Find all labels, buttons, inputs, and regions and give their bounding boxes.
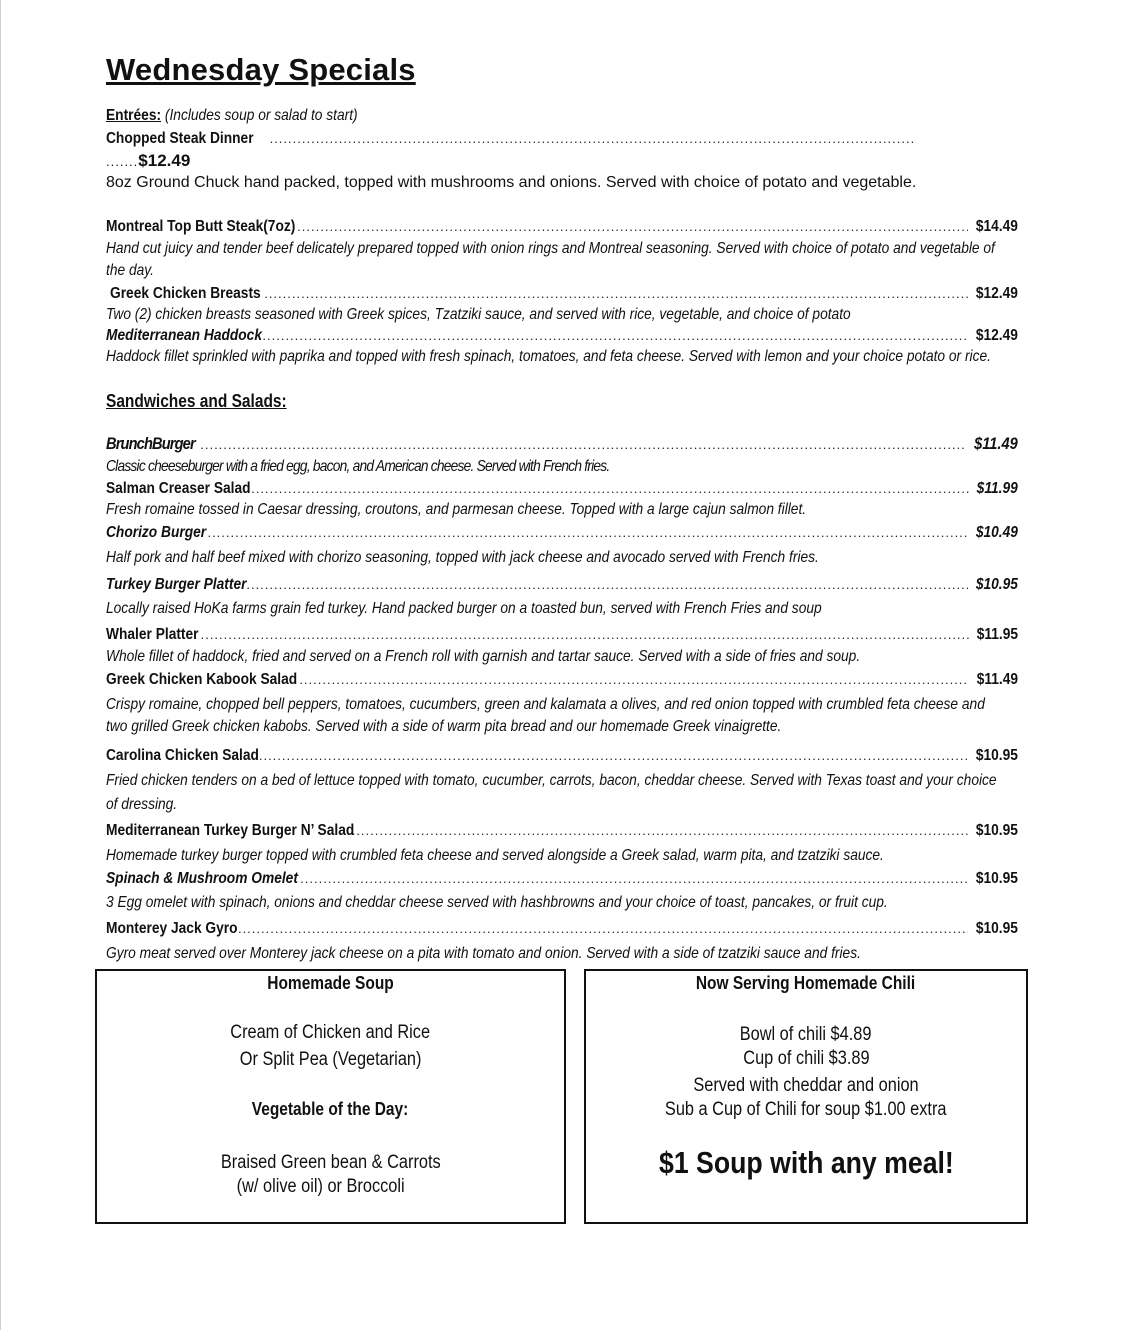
chili-line-4: Sub a Cup of Chili for soup $1.00 extra — [665, 1099, 947, 1120]
chili-box-heading: Now Serving Homemade Chili — [696, 973, 916, 993]
chili-line-3: Served with cheddar and onion — [693, 1075, 919, 1096]
menu-item-greek-chicken-breasts — [110, 283, 1018, 305]
dot-leader: ....... — [106, 154, 139, 169]
item-description: Classic cheeseburger with a fried egg, bacon, and American cheese. Served with French fries. — [106, 458, 610, 475]
item-name: Spinach & Mushroom Omelet — [106, 870, 298, 887]
item-price: $12.49 — [138, 151, 191, 170]
item-name: Greek Chicken Breasts — [110, 285, 261, 302]
soup-line-1: Cream of Chicken and Rice — [230, 1022, 431, 1043]
menu-item-montreal-steak — [106, 216, 1018, 238]
soup-promo: $1 Soup with any meal! — [658, 1145, 954, 1180]
item-name: Monterey Jack Gyro — [106, 920, 238, 937]
dot-leader — [352, 820, 968, 842]
item-description: Gyro meat served over Monterey jack cheese on a pita with tomato and onion. Served with a side of tzatziki sauce and fries. — [106, 945, 861, 962]
item-price: $11.99 — [976, 480, 1018, 497]
item-price: $12.49 — [975, 327, 1018, 344]
dot-leader — [297, 216, 968, 238]
sandwiches-heading: Sandwiches and Salads: — [106, 391, 287, 411]
dot-leader — [299, 669, 969, 691]
dot-leader — [262, 325, 968, 347]
menu-item-mediterranean-turkey-burger — [106, 820, 1018, 842]
chili-line-1: Bowl of chili $4.89 — [740, 1024, 872, 1045]
item-name: Salman Creaser Salad — [106, 480, 251, 497]
item-name: BrunchBurger — [106, 434, 195, 453]
item-name: Chorizo Burger — [106, 524, 207, 541]
page-edge — [0, 0, 1, 1330]
entrees-heading-line — [106, 105, 1018, 127]
dot-leader — [200, 434, 966, 456]
item-description: Half pork and half beef mixed with chorizo seasoning, topped with jack cheese and avocado served with French fries. — [106, 549, 819, 566]
dot-leader — [270, 128, 915, 150]
menu-item-mediterranean-haddock — [106, 325, 1018, 347]
item-price: $10.95 — [975, 870, 1018, 887]
item-name: Mediterranean Turkey Burger N’ Salad — [106, 822, 355, 839]
dot-leader — [207, 522, 968, 544]
item-description: Hand cut juicy and tender beef delicately prepared topped with onion rings and Montreal seasoning. Served with choice of potato and vegetable of the day. — [106, 240, 995, 279]
chili-line-2: Cup of chili $3.89 — [742, 1048, 870, 1069]
menu-item-whaler-platter — [106, 624, 1018, 646]
item-price: $11.95 — [976, 626, 1018, 643]
item-name: Whaler Platter — [106, 626, 199, 643]
item-name: Chopped Steak Dinner — [106, 130, 254, 147]
item-price: $10.95 — [975, 920, 1018, 937]
chili-box — [584, 969, 1028, 1224]
menu-item-brunchburger — [106, 433, 1018, 456]
item-name: Montreal Top Butt Steak(7oz) — [106, 218, 296, 235]
item-description: 8oz Ground Chuck hand packed, topped with mushrooms and onions. Served with choice of potato and vegetable. — [106, 174, 917, 191]
item-description: Homemade turkey burger topped with crumbled feta cheese and served alongside a Greek salad, warm pita, and tzatziki sauce. — [106, 847, 884, 864]
dot-leader — [259, 745, 968, 767]
item-description: 3 Egg omelet with spinach, onions and cheddar cheese served with hashbrowns and your choice of toast, pancakes, or fruit cup. — [106, 894, 888, 911]
entrees-note: (Includes soup or salad to start) — [164, 107, 358, 124]
dot-leader — [264, 283, 968, 305]
vegetable-line-1: Braised Green bean & Carrots — [220, 1152, 441, 1173]
dot-leader — [300, 868, 968, 890]
menu-item-carolina-chicken-salad — [106, 745, 1018, 767]
soup-box-heading: Homemade Soup — [267, 973, 394, 993]
dot-leader — [251, 478, 969, 500]
item-price: $14.49 — [975, 218, 1018, 235]
item-name: Turkey Burger Platter — [106, 576, 247, 593]
item-price: $10.95 — [975, 822, 1018, 839]
item-price: $12.49 — [975, 285, 1018, 302]
chopped-steak-price-line — [106, 150, 1018, 173]
item-description: Fried chicken tenders on a bed of lettuce topped with tomato, cucumber, carrots, bacon, cheddar cheese. Served with Texas toast and your choice of dressing. — [106, 772, 997, 813]
menu-item-chorizo-burger — [106, 522, 1018, 544]
page-title: Wednesday Specials — [106, 52, 416, 87]
dot-leader — [238, 918, 968, 940]
sandwiches-heading-line — [106, 390, 1018, 412]
soup-line-2: Or Split Pea (Vegetarian) — [239, 1049, 422, 1070]
item-price: $10.95 — [975, 747, 1018, 764]
vegetable-heading: Vegetable of the Day: — [252, 1099, 409, 1119]
item-name: Mediterranean Haddock — [106, 327, 262, 344]
item-description: Whole fillet of haddock, fried and served on a French roll with garnish and tartar sauce. Served with a side of fries and soup. — [106, 648, 861, 665]
item-description: Haddock fillet sprinkled with paprika and topped with fresh spinach, tomatoes, and feta cheese. Served with lemon and your choice potato or rice. — [106, 348, 991, 365]
menu-item-salman-creaser-salad — [106, 478, 1018, 500]
vegetable-line-2: (w/ olive oil) or Broccoli — [236, 1176, 405, 1197]
dot-leader — [246, 574, 968, 596]
menu-item-greek-chicken-kabook-salad — [106, 669, 1018, 691]
item-price: $10.95 — [975, 576, 1018, 593]
item-description: Crispy romaine, chopped bell peppers, tomatoes, cucumbers, green and kalamata a olives, and red onion topped with crumbled feta cheese and two grilled Greek chicken kabobs. Served with a side of warm pita bread and our homemade Greek vinaigrette. — [106, 696, 985, 735]
dot-leader — [201, 624, 969, 646]
item-description: Locally raised HoKa farms grain fed turkey. Hand packed burger on a toasted bun, served with French Fries and soup — [106, 600, 822, 617]
item-name: Carolina Chicken Salad — [106, 747, 259, 764]
menu-item-chopped-steak — [106, 128, 916, 150]
soup-box — [95, 969, 566, 1224]
menu-item-spinach-mushroom-omelet — [106, 868, 1018, 890]
menu-item-turkey-burger-platter — [106, 574, 1018, 596]
menu-item-monterey-jack-gyro — [106, 918, 1018, 940]
item-price: $11.49 — [974, 434, 1018, 453]
item-description: Fresh romaine tossed in Caesar dressing, croutons, and parmesan cheese. Topped with a large cajun salmon fillet. — [106, 501, 807, 518]
item-description: Two (2) chicken breasts seasoned with Greek spices, Tzatziki sauce, and served with rice, vegetable, and choice of potato — [106, 306, 851, 323]
entrees-heading: Entrées: — [106, 107, 162, 124]
item-price: $10.49 — [975, 524, 1018, 541]
item-price: $11.49 — [976, 671, 1018, 688]
item-name: Greek Chicken Kabook Salad — [106, 671, 298, 688]
